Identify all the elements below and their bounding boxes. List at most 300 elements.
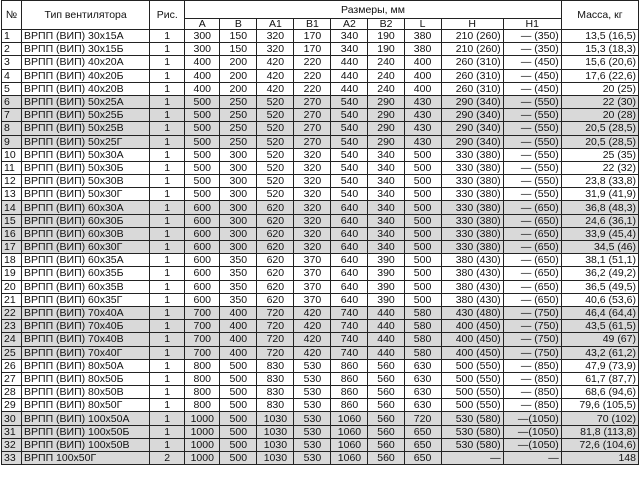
cell-type: ВРПП (ВИП) 50x25Г: [22, 135, 150, 148]
cell-num: 31: [2, 425, 22, 438]
cell-a1: 520: [257, 135, 294, 148]
cell-fig: 1: [150, 161, 185, 174]
table-row: [2, 346, 639, 359]
cell-a2: 540: [331, 188, 368, 201]
cell-a: 500: [185, 135, 220, 148]
cell-fig: 1: [150, 346, 185, 359]
cell-l: 430: [404, 109, 441, 122]
cell-b2: 340: [368, 188, 404, 201]
cell-a2: 860: [331, 372, 368, 385]
cell-l: 500: [404, 267, 441, 280]
cell-type: ВРПП (ВИП) 50x25Б: [22, 109, 150, 122]
cell-h: 330 (380): [441, 148, 503, 161]
cell-mass: 38,1 (51,1): [561, 254, 638, 267]
cell-l: 500: [404, 227, 441, 240]
cell-fig: 1: [150, 122, 185, 135]
cell-b: 400: [220, 346, 257, 359]
cell-b: 500: [220, 372, 257, 385]
cell-h1: —(1050): [503, 425, 561, 438]
cell-a2: 540: [331, 135, 368, 148]
cell-num: 10: [2, 148, 22, 161]
cell-type: ВРПП (ВИП) 50x25A: [22, 95, 150, 108]
cell-num: 1: [2, 30, 22, 43]
cell-h: 330 (380): [441, 161, 503, 174]
cell-a: 800: [185, 386, 220, 399]
cell-a: 600: [185, 241, 220, 254]
cell-h1: — (750): [503, 306, 561, 319]
cell-num: 28: [2, 386, 22, 399]
fan-spec-table: [1, 0, 639, 465]
cell-b2: 240: [368, 69, 404, 82]
cell-mass: 25 (35): [561, 148, 638, 161]
table-row: [2, 372, 639, 385]
cell-b: 300: [220, 175, 257, 188]
cell-b2: 560: [368, 438, 404, 451]
cell-type: ВРПП (ВИП) 80x50В: [22, 386, 150, 399]
cell-fig: 1: [150, 425, 185, 438]
cell-a1: 1030: [257, 425, 294, 438]
cell-num: 13: [2, 188, 22, 201]
cell-a2: 740: [331, 320, 368, 333]
cell-type: ВРПП (ВИП) 70x40Б: [22, 320, 150, 333]
cell-mass: 61,7 (87,7): [561, 372, 638, 385]
cell-h: 260 (310): [441, 56, 503, 69]
cell-a1: 620: [257, 241, 294, 254]
cell-b1: 530: [294, 438, 331, 451]
cell-l: 580: [404, 320, 441, 333]
cell-h: 210 (260): [441, 43, 503, 56]
cell-fig: 2: [150, 452, 185, 465]
cell-l: 580: [404, 333, 441, 346]
cell-a1: 720: [257, 306, 294, 319]
cell-type: ВРПП (ВИП) 60x30Б: [22, 214, 150, 227]
cell-b: 250: [220, 95, 257, 108]
cell-mass: 47,9 (73,9): [561, 359, 638, 372]
cell-b2: 560: [368, 359, 404, 372]
cell-b: 350: [220, 254, 257, 267]
cell-h: 400 (450): [441, 346, 503, 359]
cell-b2: 240: [368, 82, 404, 95]
table-row: [2, 438, 639, 451]
cell-h: 500 (550): [441, 359, 503, 372]
cell-fig: 1: [150, 175, 185, 188]
cell-mass: 22 (32): [561, 161, 638, 174]
cell-b: 300: [220, 188, 257, 201]
cell-type: ВРПП (ВИП) 60x35В: [22, 280, 150, 293]
col-header-b2: B2: [368, 19, 404, 30]
cell-h1: — (650): [503, 267, 561, 280]
cell-b1: 270: [294, 95, 331, 108]
cell-h1: — (550): [503, 95, 561, 108]
cell-num: 27: [2, 372, 22, 385]
cell-type: ВРПП (ВИП) 50x25В: [22, 122, 150, 135]
cell-mass: 36,5 (49,5): [561, 280, 638, 293]
cell-a1: 320: [257, 43, 294, 56]
cell-h: 400 (450): [441, 320, 503, 333]
cell-mass: 70 (102): [561, 412, 638, 425]
cell-b2: 440: [368, 320, 404, 333]
cell-type: ВРПП (ВИП) 70x40A: [22, 306, 150, 319]
cell-fig: 1: [150, 69, 185, 82]
cell-b1: 270: [294, 135, 331, 148]
cell-h: 330 (380): [441, 241, 503, 254]
cell-a2: 540: [331, 95, 368, 108]
cell-num: 7: [2, 109, 22, 122]
cell-l: 650: [404, 438, 441, 451]
cell-type: ВРПП (ВИП) 80x50Г: [22, 399, 150, 412]
cell-h1: — (650): [503, 280, 561, 293]
cell-a: 500: [185, 95, 220, 108]
cell-a1: 520: [257, 148, 294, 161]
table-row: [2, 188, 639, 201]
table-row: [2, 320, 639, 333]
cell-l: 400: [404, 82, 441, 95]
cell-a1: 620: [257, 201, 294, 214]
cell-l: 650: [404, 452, 441, 465]
table-row: [2, 267, 639, 280]
cell-l: 630: [404, 399, 441, 412]
cell-h: 290 (340): [441, 95, 503, 108]
cell-mass: 46,4 (64,4): [561, 306, 638, 319]
cell-b1: 220: [294, 82, 331, 95]
cell-num: 23: [2, 320, 22, 333]
cell-l: 500: [404, 148, 441, 161]
cell-type: ВРПП (ВИП) 100x50A: [22, 412, 150, 425]
table-row: [2, 161, 639, 174]
cell-b1: 320: [294, 214, 331, 227]
cell-num: 9: [2, 135, 22, 148]
cell-b1: 320: [294, 241, 331, 254]
table-row: [2, 56, 639, 69]
cell-h: 290 (340): [441, 135, 503, 148]
cell-a1: 320: [257, 30, 294, 43]
cell-a2: 860: [331, 399, 368, 412]
cell-b1: 530: [294, 425, 331, 438]
cell-mass: 43,2 (61,2): [561, 346, 638, 359]
cell-h: 430 (480): [441, 306, 503, 319]
cell-h1: — (550): [503, 161, 561, 174]
cell-b: 300: [220, 201, 257, 214]
cell-a: 500: [185, 122, 220, 135]
cell-num: 6: [2, 95, 22, 108]
cell-l: 500: [404, 254, 441, 267]
cell-h: 330 (380): [441, 214, 503, 227]
cell-h: 260 (310): [441, 82, 503, 95]
table-row: [2, 425, 639, 438]
cell-l: 650: [404, 425, 441, 438]
cell-b2: 240: [368, 56, 404, 69]
cell-fig: 1: [150, 399, 185, 412]
cell-l: 400: [404, 69, 441, 82]
cell-a1: 720: [257, 333, 294, 346]
cell-b1: 370: [294, 254, 331, 267]
cell-type: ВРПП (ВИП) 80x50A: [22, 359, 150, 372]
cell-a: 700: [185, 320, 220, 333]
cell-fig: 1: [150, 227, 185, 240]
cell-h: 330 (380): [441, 227, 503, 240]
cell-num: 24: [2, 333, 22, 346]
cell-b1: 170: [294, 30, 331, 43]
cell-l: 500: [404, 280, 441, 293]
cell-b: 250: [220, 135, 257, 148]
cell-type: ВРПП (ВИП) 60x35Г: [22, 293, 150, 306]
cell-a: 500: [185, 161, 220, 174]
cell-h: 290 (340): [441, 122, 503, 135]
col-header-h1: H1: [503, 19, 561, 30]
cell-a: 300: [185, 43, 220, 56]
cell-type: ВРПП (ВИП) 50x30В: [22, 175, 150, 188]
cell-type: ВРПП (ВИП) 50x30A: [22, 148, 150, 161]
cell-num: 29: [2, 399, 22, 412]
cell-a2: 1060: [331, 438, 368, 451]
cell-type: ВРПП (ВИП) 60x30Г: [22, 241, 150, 254]
table-row: [2, 109, 639, 122]
cell-num: 26: [2, 359, 22, 372]
cell-h1: — (650): [503, 254, 561, 267]
col-header-a1: A1: [257, 19, 294, 30]
cell-b2: 560: [368, 386, 404, 399]
cell-b2: 560: [368, 412, 404, 425]
cell-b2: 290: [368, 95, 404, 108]
cell-num: 8: [2, 122, 22, 135]
col-header-dims: Размеры, мм: [185, 1, 562, 19]
cell-type: ВРПП (ВИП) 100x50Б: [22, 425, 150, 438]
cell-b2: 340: [368, 201, 404, 214]
cell-a2: 440: [331, 69, 368, 82]
col-header-b: B: [220, 19, 257, 30]
cell-mass: 43,5 (61,5): [561, 320, 638, 333]
cell-num: 30: [2, 412, 22, 425]
cell-a2: 640: [331, 201, 368, 214]
cell-b2: 340: [368, 227, 404, 240]
cell-a: 1000: [185, 452, 220, 465]
cell-num: 19: [2, 267, 22, 280]
cell-a2: 440: [331, 56, 368, 69]
cell-type: ВРПП (ВИП) 50x30Г: [22, 188, 150, 201]
cell-fig: 1: [150, 280, 185, 293]
table-row: [2, 386, 639, 399]
cell-h: 290 (340): [441, 109, 503, 122]
col-header-num: №: [2, 1, 22, 30]
cell-mass: 36,8 (48,3): [561, 201, 638, 214]
cell-a2: 540: [331, 109, 368, 122]
cell-mass: 15,3 (18,3): [561, 43, 638, 56]
cell-b2: 560: [368, 399, 404, 412]
cell-a: 600: [185, 293, 220, 306]
cell-a1: 520: [257, 122, 294, 135]
cell-a1: 520: [257, 109, 294, 122]
cell-a: 800: [185, 399, 220, 412]
cell-fig: 1: [150, 135, 185, 148]
cell-b1: 170: [294, 43, 331, 56]
cell-mass: 17,6 (22,6): [561, 69, 638, 82]
cell-b: 200: [220, 69, 257, 82]
cell-fig: 1: [150, 148, 185, 161]
cell-a2: 540: [331, 122, 368, 135]
header-row-main: [2, 1, 639, 19]
cell-fig: 1: [150, 254, 185, 267]
cell-b: 500: [220, 425, 257, 438]
cell-a2: 640: [331, 214, 368, 227]
cell-num: 16: [2, 227, 22, 240]
cell-num: 5: [2, 82, 22, 95]
cell-a1: 420: [257, 82, 294, 95]
table-row: [2, 306, 639, 319]
table-row: [2, 95, 639, 108]
cell-b2: 440: [368, 306, 404, 319]
cell-h1: —(1050): [503, 412, 561, 425]
cell-a2: 860: [331, 359, 368, 372]
cell-b: 350: [220, 267, 257, 280]
cell-h: 530 (580): [441, 425, 503, 438]
cell-h: 380 (430): [441, 267, 503, 280]
cell-type: ВРПП (ВИП) 70x40Г: [22, 346, 150, 359]
cell-a2: 740: [331, 333, 368, 346]
cell-mass: 13,5 (16,5): [561, 30, 638, 43]
cell-b: 400: [220, 320, 257, 333]
cell-mass: 49 (67): [561, 333, 638, 346]
cell-b: 300: [220, 241, 257, 254]
cell-b: 300: [220, 227, 257, 240]
cell-b1: 420: [294, 320, 331, 333]
cell-fig: 1: [150, 43, 185, 56]
table-row: [2, 214, 639, 227]
cell-a1: 520: [257, 161, 294, 174]
cell-b2: 340: [368, 175, 404, 188]
cell-a1: 1030: [257, 412, 294, 425]
cell-b1: 420: [294, 346, 331, 359]
table-row: [2, 452, 639, 465]
cell-a: 800: [185, 372, 220, 385]
cell-a2: 440: [331, 82, 368, 95]
cell-mass: 148: [561, 452, 638, 465]
table-row: [2, 82, 639, 95]
table-row: [2, 399, 639, 412]
cell-num: 17: [2, 241, 22, 254]
cell-a2: 340: [331, 43, 368, 56]
cell-b: 500: [220, 359, 257, 372]
cell-a2: 540: [331, 161, 368, 174]
cell-a2: 740: [331, 306, 368, 319]
cell-a1: 720: [257, 346, 294, 359]
cell-a2: 640: [331, 293, 368, 306]
cell-a2: 1060: [331, 452, 368, 465]
col-header-type: Тип вентилятора: [22, 1, 150, 30]
cell-num: 2: [2, 43, 22, 56]
cell-h: 530 (580): [441, 412, 503, 425]
cell-fig: 1: [150, 267, 185, 280]
cell-b2: 390: [368, 280, 404, 293]
table-row: [2, 122, 639, 135]
table-row: [2, 227, 639, 240]
cell-h1: — (550): [503, 122, 561, 135]
cell-a1: 420: [257, 56, 294, 69]
cell-h1: — (750): [503, 333, 561, 346]
cell-b: 250: [220, 122, 257, 135]
cell-a: 700: [185, 306, 220, 319]
cell-b: 400: [220, 306, 257, 319]
cell-l: 630: [404, 359, 441, 372]
cell-l: 430: [404, 135, 441, 148]
table-body: [2, 30, 639, 465]
cell-type: ВРПП (ВИП) 70x40В: [22, 333, 150, 346]
cell-num: 33: [2, 452, 22, 465]
cell-l: 580: [404, 346, 441, 359]
cell-mass: 68,6 (94,6): [561, 386, 638, 399]
cell-mass: 15,6 (20,6): [561, 56, 638, 69]
col-header-fig: Рис.: [150, 1, 185, 30]
cell-a2: 640: [331, 254, 368, 267]
cell-b1: 530: [294, 359, 331, 372]
cell-h: 330 (380): [441, 201, 503, 214]
cell-h: 380 (430): [441, 293, 503, 306]
cell-a: 700: [185, 333, 220, 346]
cell-l: 500: [404, 214, 441, 227]
cell-mass: 20,5 (28,5): [561, 135, 638, 148]
cell-a: 500: [185, 188, 220, 201]
cell-a2: 640: [331, 267, 368, 280]
cell-fig: 1: [150, 438, 185, 451]
cell-a1: 830: [257, 399, 294, 412]
cell-b2: 560: [368, 452, 404, 465]
cell-l: 580: [404, 306, 441, 319]
cell-a: 1000: [185, 438, 220, 451]
cell-b: 500: [220, 452, 257, 465]
cell-fig: 1: [150, 359, 185, 372]
cell-l: 500: [404, 175, 441, 188]
cell-b1: 530: [294, 399, 331, 412]
cell-h: 260 (310): [441, 69, 503, 82]
cell-a1: 520: [257, 95, 294, 108]
cell-a1: 720: [257, 320, 294, 333]
cell-b1: 370: [294, 280, 331, 293]
cell-fig: 1: [150, 306, 185, 319]
col-header-a2: A2: [331, 19, 368, 30]
cell-mass: 33,9 (45,4): [561, 227, 638, 240]
cell-b: 400: [220, 333, 257, 346]
cell-fig: 1: [150, 241, 185, 254]
cell-num: 20: [2, 280, 22, 293]
table-row: [2, 254, 639, 267]
cell-a: 700: [185, 346, 220, 359]
cell-h1: — (850): [503, 359, 561, 372]
cell-b2: 340: [368, 148, 404, 161]
cell-a2: 640: [331, 241, 368, 254]
table-row: [2, 30, 639, 43]
cell-b1: 270: [294, 109, 331, 122]
cell-h: 400 (450): [441, 333, 503, 346]
cell-mass: 20,5 (28,5): [561, 122, 638, 135]
col-header-a: A: [185, 19, 220, 30]
cell-a: 800: [185, 359, 220, 372]
cell-type: ВРПП (ВИП) 50x30Б: [22, 161, 150, 174]
cell-b2: 390: [368, 267, 404, 280]
table-row: [2, 148, 639, 161]
cell-b2: 290: [368, 135, 404, 148]
cell-num: 3: [2, 56, 22, 69]
cell-b1: 530: [294, 386, 331, 399]
cell-a2: 640: [331, 227, 368, 240]
cell-mass: 20 (28): [561, 109, 638, 122]
cell-a1: 1030: [257, 452, 294, 465]
cell-b1: 220: [294, 69, 331, 82]
cell-a2: 640: [331, 280, 368, 293]
cell-fig: 1: [150, 30, 185, 43]
cell-fig: 1: [150, 412, 185, 425]
cell-h: 530 (580): [441, 438, 503, 451]
cell-b1: 320: [294, 148, 331, 161]
cell-b1: 320: [294, 161, 331, 174]
